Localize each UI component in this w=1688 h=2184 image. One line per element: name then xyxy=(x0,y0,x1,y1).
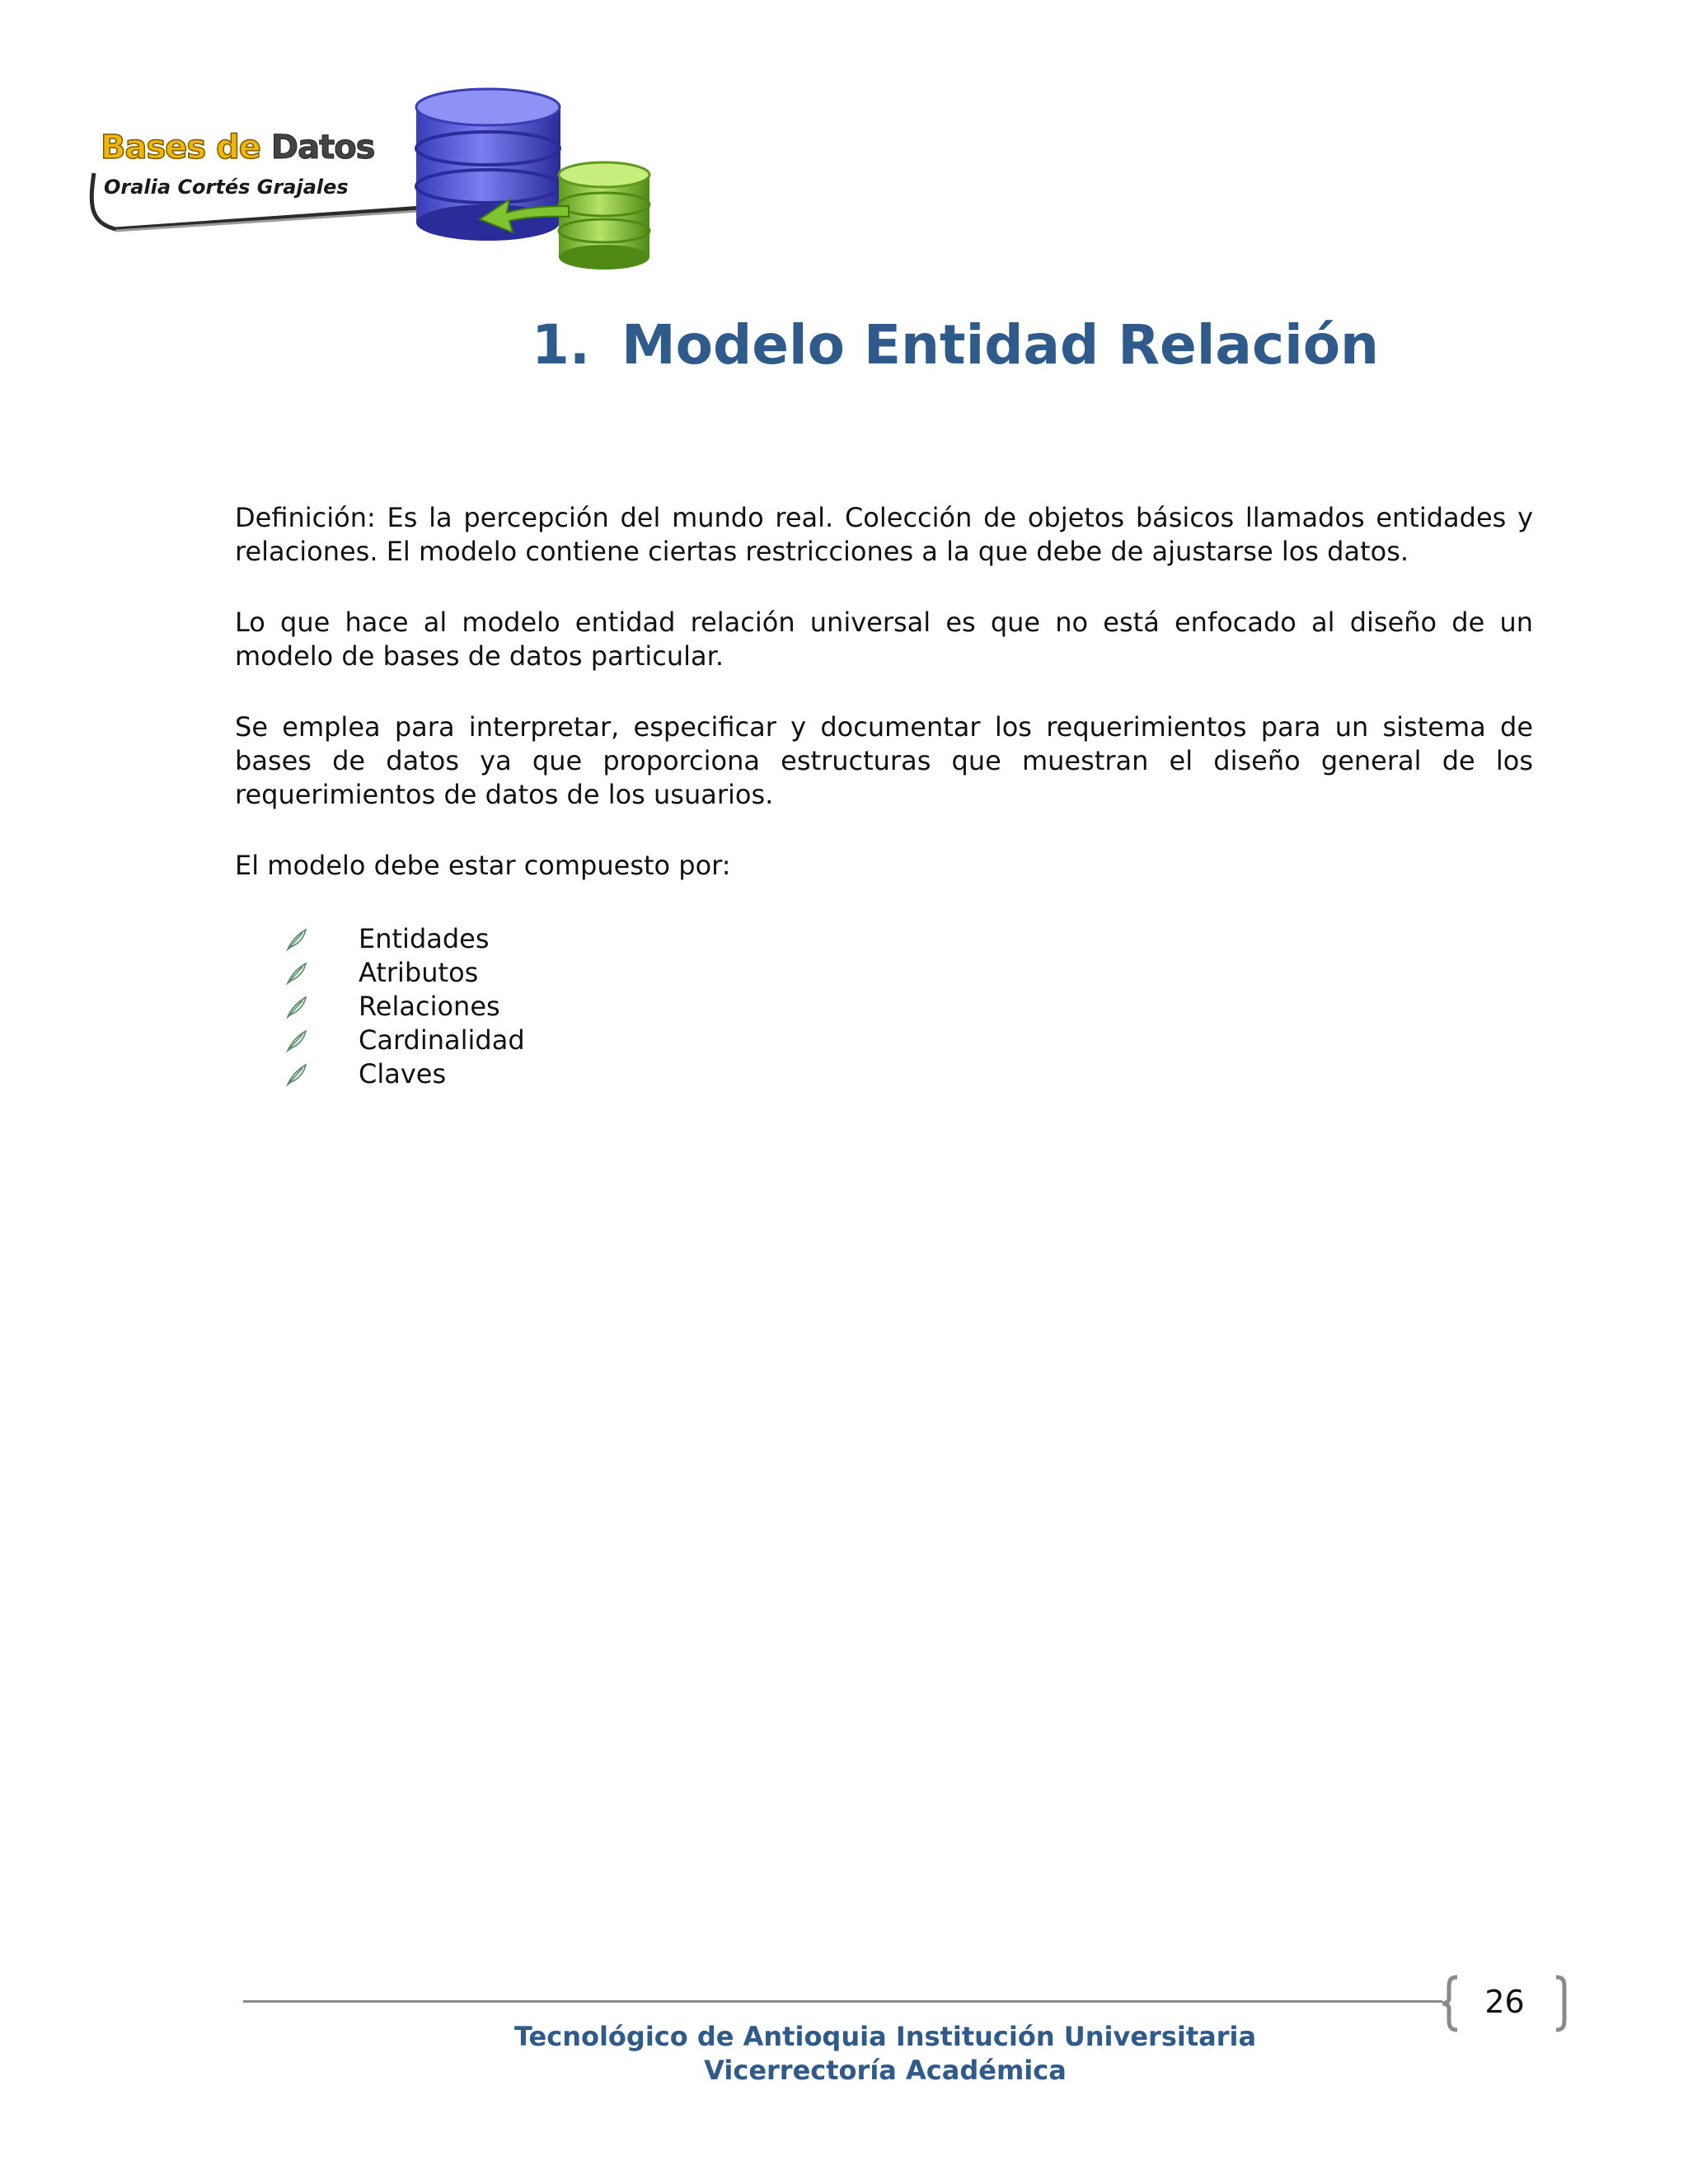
list-item-label: Entidades xyxy=(359,923,490,954)
list-item-label: Atributos xyxy=(359,957,479,988)
footer-department: Vicerrectoría Académica xyxy=(704,2055,1067,2086)
leaf-bullet-icon xyxy=(284,1062,309,1087)
leaf-bullet-icon xyxy=(284,927,309,952)
footer-institution: Tecnológico de Antioquia Institución Universitaria xyxy=(513,2021,1257,2052)
logo xyxy=(82,82,676,284)
logo-title xyxy=(101,129,374,166)
paragraph-definition: Definición: Es la percepción del mundo real. Colección de objetos básicos llamados entidades y relaciones. El modelo contiene ciertas restricciones a la que debe de ajustarse los datos. xyxy=(235,502,1533,567)
logo-title-word-2: de xyxy=(216,129,260,166)
section-title: Modelo Entidad Relación xyxy=(621,313,1380,377)
body-text xyxy=(235,501,1533,1091)
list-item xyxy=(284,922,1533,956)
list-item xyxy=(284,956,1533,990)
list-item-label: Claves xyxy=(359,1058,447,1090)
logo-title-word-1: Bases xyxy=(101,129,206,166)
component-list xyxy=(235,922,1533,1091)
list-item xyxy=(284,1057,1533,1091)
leaf-bullet-icon xyxy=(284,1029,309,1053)
leaf-bullet-icon xyxy=(284,961,309,986)
page-number: 26 xyxy=(1484,1984,1525,2020)
list-item xyxy=(284,1024,1533,1057)
list-item xyxy=(284,990,1533,1024)
paragraph-purpose: Se emplea para interpretar, especificar y documentar los requerimientos para un sistema de bases de datos ya que proporciona estructuras que muestran el diseño general de los requerimientos de datos de los usuarios. xyxy=(235,711,1533,810)
page-title xyxy=(532,313,1379,377)
leaf-bullet-icon xyxy=(284,995,309,1019)
logo-title-word-3: Datos xyxy=(270,129,375,166)
list-item-label: Cardinalidad xyxy=(359,1024,525,1056)
paragraph-list-intro: El modelo debe estar compuesto por: xyxy=(235,850,731,881)
footer xyxy=(0,2020,1688,2088)
paragraph-universal: Lo que hace al modelo entidad relación universal es que no está enfocado al diseño de un modelo de bases de datos particular. xyxy=(235,607,1533,672)
list-item-label: Relaciones xyxy=(359,991,500,1022)
footer-divider xyxy=(243,2000,1442,2003)
section-number: 1. xyxy=(532,313,590,377)
logo-author: Oralia Cortés Grajales xyxy=(104,176,349,199)
